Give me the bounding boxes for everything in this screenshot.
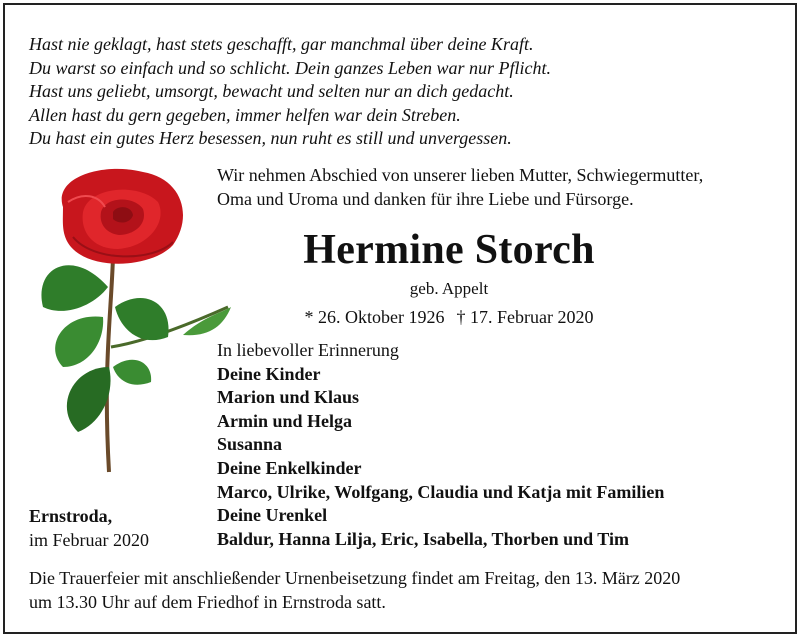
mourners-list (217, 339, 787, 551)
funeral-service-notice (29, 567, 789, 614)
red-rose-icon (33, 167, 233, 477)
deceased-name: Hermine Storch (303, 227, 595, 273)
farewell-line: Wir nehmen Abschied von unserer lieben Mutter, Schwiegermutter, (217, 165, 704, 185)
poem-line: Allen hast du gern gegeben, immer helfen war dein Streben. (29, 104, 461, 125)
place-date: im Februar 2020 (29, 529, 149, 550)
maiden-name: geb. Appelt (409, 279, 489, 298)
poem-line: Hast uns geliebt, umsorgt, bewacht und selten nur an dich gedacht. (29, 81, 514, 101)
service-line: Die Trauerfeier mit anschließender Urnenbeisetzung findet am Freitag, den 13. März 2020 (29, 568, 681, 588)
child-entry: Susanna (217, 434, 283, 455)
mourners-intro: In liebevoller Erinnerung (217, 340, 399, 360)
birth-date: * 26. Oktober 1926 (304, 307, 445, 327)
child-entry: Marion und Klaus (217, 387, 360, 408)
death-date: † 17. Februar 2020 (456, 307, 594, 327)
life-dates (217, 305, 681, 329)
farewell-line: Oma und Uroma und danken für ihre Liebe und Fürsorge. (217, 189, 634, 209)
place-and-date (29, 505, 209, 552)
poem-line: Du hast ein gutes Herz besessen, nun ruht es still und unvergessen. (29, 128, 512, 148)
grandchildren-names: Marco, Ulrike, Wolfgang, Claudia und Katja mit Familien (217, 481, 665, 502)
great-grandchildren-heading: Deine Urenkel (217, 505, 328, 526)
great-grandchildren-names: Baldur, Hanna Lilja, Eric, Isabella, Thorben und Tim (217, 528, 629, 549)
grandchildren-heading: Deine Enkelkinder (217, 457, 362, 478)
poem-line: Hast nie geklagt, hast stets geschafft, gar manchmal über deine Kraft. (29, 34, 534, 54)
children-heading: Deine Kinder (217, 363, 321, 384)
obituary-card (3, 3, 797, 634)
place-city: Ernstroda, (29, 506, 113, 526)
poem-line: Du warst so einfach und so schlicht. Dein ganzes Leben war nur Pflicht. (29, 57, 551, 78)
farewell-text (217, 163, 787, 211)
poem (29, 33, 769, 151)
service-line: um 13.30 Uhr auf dem Friedhof in Ernstroda satt. (29, 591, 386, 612)
child-entry: Armin und Helga (217, 410, 353, 431)
